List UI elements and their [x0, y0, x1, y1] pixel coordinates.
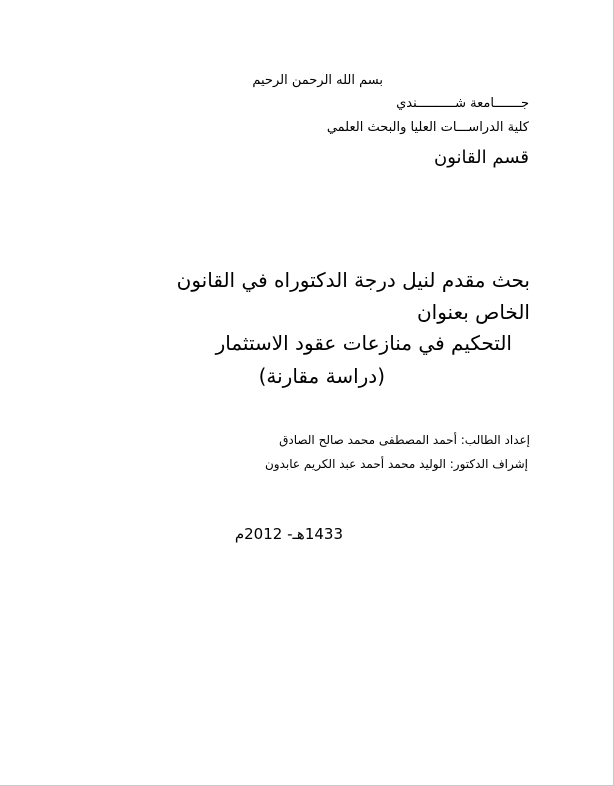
thesis-title: التحكيم في منازعات عقود الاستثمار: [215, 331, 512, 355]
study-type: (دراسة مقارنة): [258, 364, 385, 388]
thesis-statement-line-2: الخاص بعنوان: [416, 300, 530, 324]
supervisor-credit: إشراف الدكتور: الوليد محمد أحمد عبد الكريم عابدون: [264, 457, 528, 471]
author-credit: إعداد الطالب: أحمد المصطفى محمد صالح الصادق: [279, 433, 530, 447]
university-name: جـــــــامعة شــــــــــندي: [396, 96, 529, 111]
thesis-statement-line-1: بحث مقدم لنيل درجة الدكتوراه في القانون: [176, 268, 530, 292]
college-name: كلية الدراســـات العليا والبحث العلمي: [326, 120, 529, 135]
publication-date: 1433هـ- 2012م: [234, 525, 343, 543]
department-name: قسم القانون: [434, 147, 529, 168]
basmala: بسم الله الرحمن الرحيم: [252, 73, 383, 88]
